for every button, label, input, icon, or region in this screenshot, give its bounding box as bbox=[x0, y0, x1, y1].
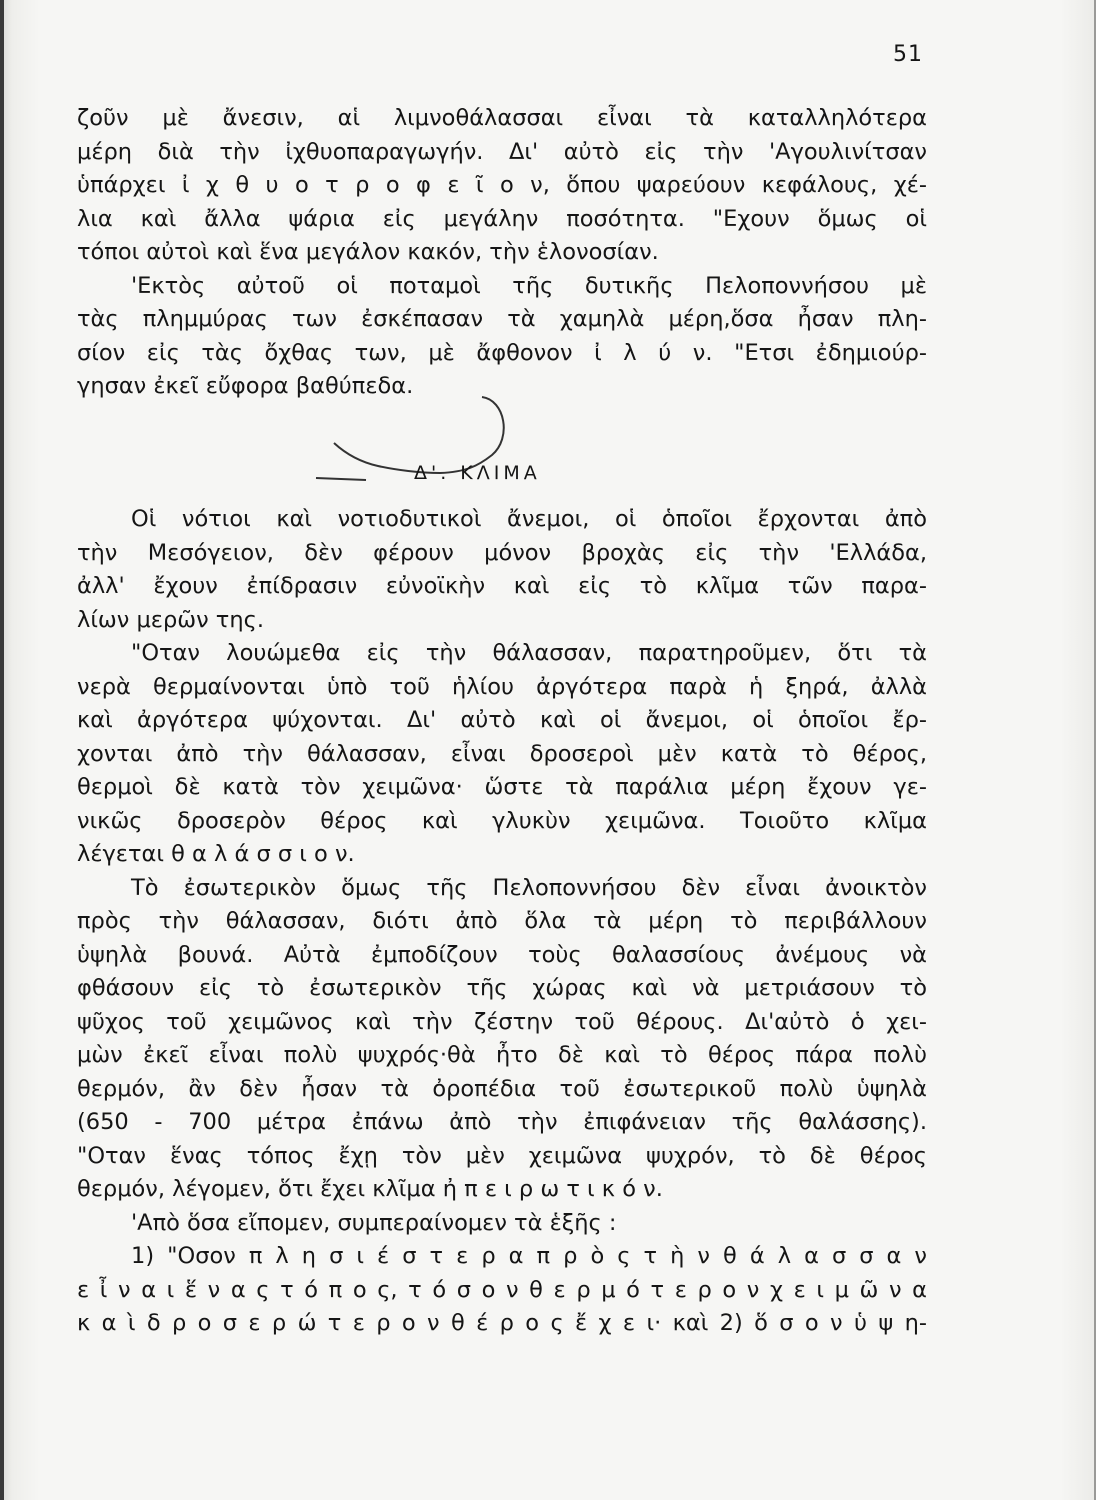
text-line: λέγεται θ α λ ά σ σ ι ο ν. bbox=[77, 841, 355, 867]
text-line: ζοῦν μὲ ἄνεσιν, αἱ λιμνοθάλασσαι εἶναι τὰ καταλληλότερα bbox=[77, 105, 927, 131]
paragraph-block-climate bbox=[77, 503, 927, 1341]
text-line: σίον εἰς τὰς ὄχθας των, μὲ ἄφθονον ἰ λ ύ ν. "Ετσι ἐδημιούρ- bbox=[77, 339, 927, 366]
text-line: φθάσουν εἰς τὸ ἐσωτερικὸν τῆς χώρας καὶ νὰ μετριάσουν τὸ bbox=[77, 975, 927, 1001]
text-line: λια καὶ ἄλλα ψάρια εἰς μεγάλην ποσότητα. "Εχουν ὅμως οἱ bbox=[77, 205, 927, 232]
text-line: λίων μερῶν της. bbox=[77, 606, 264, 633]
text-line: 'Απὸ ὅσα εἴπομεν, συμπεραίνομεν τὰ ἑξῆς : bbox=[131, 1209, 617, 1236]
text-line: ὑψηλὰ βουνά. Αὐτὰ ἐμποδίζουν τοὺς θαλασσίους ἀνέμους νὰ bbox=[77, 941, 927, 968]
text-line: καὶ ἀργότερα ψύχονται. Δι' αὐτὸ καὶ οἱ ἄνεμοι, οἱ ὁποῖοι ἔρ- bbox=[77, 707, 927, 733]
text-line: Τὸ ἐσωτερικὸν ὅμως τῆς Πελοποννήσου δὲν εἶναι ἀνοικτὸν bbox=[131, 874, 927, 901]
section-heading: Δ'. ΚΛΙΜΑ bbox=[414, 462, 541, 484]
text-line: τὴν Μεσόγειον, δὲν φέρουν μόνον βροχὰς εἰς τὴν 'Ελλάδα, bbox=[77, 539, 927, 566]
text-line: νερὰ θερμαίνονται ὑπὸ τοῦ ἡλίου ἀργότερα παρὰ ἡ ξηρά, ἀλλὰ bbox=[77, 673, 927, 700]
text-line: θερμόν, λέγομεν, ὅτι ἔχει κλῖμα ἠ π ε ι ρ ω τ ι κ ό ν. bbox=[77, 1176, 663, 1202]
text-line: 1) "Οσον π λ η σ ι έ σ τ ε ρ α π ρ ὸ ς τ ὴ ν θ ά λ α σ σ α ν bbox=[131, 1243, 927, 1269]
text-line: νικῶς δροσερὸν θέρος καὶ γλυκὺν χειμῶνα. Τοιοῦτο κλῖμα bbox=[77, 807, 927, 834]
text-line: κ α ὶ δ ρ ο σ ε ρ ώ τ ε ρ ο ν θ έ ρ ο ς ἔ χ ε ι· καὶ 2) ὅ σ ο ν ὑ ψ η- bbox=[77, 1310, 927, 1336]
text-line: ψῦχος τοῦ χειμῶνος καὶ τὴν ζέστην τοῦ θέρους. Δι'αὐτὸ ὁ χει- bbox=[77, 1008, 927, 1035]
text-line: μὼν ἐκεῖ εἶναι πολὺ ψυχρός·θὰ ἦτο δὲ καὶ τὸ θέρος πάρα πολὺ bbox=[77, 1042, 927, 1068]
text-line: μέρη διὰ τὴν ἰχθυοπαραγωγήν. Δι' αὐτὸ εἰς τὴν 'Αγουλινίτσαν bbox=[77, 138, 927, 165]
text-line: θερμόν, ἂν δὲν ἦσαν τὰ ὀροπέδια τοῦ ἐσωτερικοῦ πολὺ ὑψηλὰ bbox=[77, 1075, 927, 1102]
text-line: 'Εκτὸς αὐτοῦ οἱ ποταμοὶ τῆς δυτικῆς Πελοποννήσου μὲ bbox=[131, 272, 927, 299]
text-line: θερμοὶ δὲ κατὰ τὸν χειμῶνα· ὥστε τὰ παράλια μέρη ἔχουν γε- bbox=[77, 774, 927, 800]
text-line: "Οταν ἕνας τόπος ἔχῃ τὸν μὲν χειμῶνα ψυχρόν, τὸ δὲ θέρος bbox=[77, 1142, 927, 1169]
text-line: "Οταν λουώμεθα εἰς τὴν θάλασσαν, παρατηροῦμεν, ὅτι τὰ bbox=[131, 640, 927, 666]
text-line: Οἱ νότιοι καὶ νοτιοδυτικοὶ ἄνεμοι, οἱ ὁποῖοι ἔρχονται ἀπὸ bbox=[131, 506, 927, 532]
text-line: τόποι αὐτοὶ καὶ ἕνα μεγάλον κακόν, τὴν ἑλονοσίαν. bbox=[77, 239, 659, 265]
text-line: χονται ἀπὸ τὴν θάλασσαν, εἶναι δροσεροὶ μὲν κατὰ τὸ θέρος, bbox=[77, 740, 927, 767]
text-line: γησαν ἐκεῖ εὔφορα βαθύπεδα. bbox=[77, 373, 414, 399]
page-number: 51 bbox=[893, 42, 923, 67]
text-line: τὰς πλημμύρας των ἐσκέπασαν τὰ χαμηλὰ μέρη,ὅσα ἦσαν πλη- bbox=[77, 306, 927, 332]
text-line: (650 - 700 μέτρα ἐπάνω ἀπὸ τὴν ἐπιφάνειαν τῆς θαλάσσης). bbox=[77, 1109, 927, 1135]
text-line: ἀλλ' ἔχουν ἐπίδρασιν εὐνοϊκὴν καὶ εἰς τὸ κλῖμα τῶν παρα- bbox=[77, 573, 927, 599]
text-line: ε ἶ ν α ι ἕ ν α ς τ ό π ο ς, τ ό σ ο ν θ ε ρ μ ό τ ε ρ ο ν χ ε ι μ ῶ ν α bbox=[77, 1276, 927, 1303]
text-line: ὑπάρχει ἰ χ θ υ ο τ ρ ο φ ε ῖ ο ν, ὅπου ψαρεύουν κεφάλους, χέ- bbox=[77, 172, 927, 198]
text-line: πρὸς τὴν θάλασσαν, διότι ἀπὸ ὅλα τὰ μέρη τὸ περιβάλλουν bbox=[77, 908, 927, 934]
